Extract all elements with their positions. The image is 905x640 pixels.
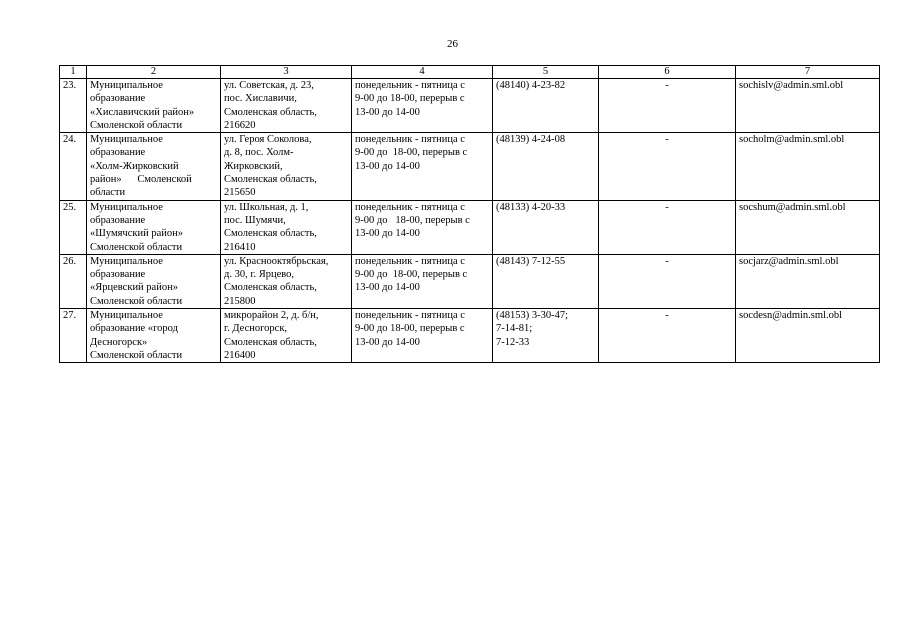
row-number: 23.	[60, 79, 87, 133]
row-number: 25.	[60, 200, 87, 254]
address	[221, 309, 352, 363]
email: socjarz@admin.sml.obl	[736, 254, 880, 308]
working-hours	[352, 133, 493, 200]
municipality-name-line: «Шумячский район»	[90, 228, 183, 240]
municipality-name	[87, 133, 221, 200]
column-number-row	[60, 66, 880, 79]
address-line: Смоленская область,	[224, 282, 317, 294]
address-line: д. 30, г. Ярцево,	[224, 269, 295, 281]
municipality-name	[87, 309, 221, 363]
address-line: Смоленская область,	[224, 174, 317, 186]
working-hours-line: 13-00 до 14-00	[355, 282, 420, 294]
column-6-value: -	[599, 309, 736, 363]
municipality-name-line: образование	[90, 147, 146, 159]
municipality-name-line: области	[90, 187, 126, 199]
column-header: 3	[221, 66, 352, 79]
address-line: Смоленская область,	[224, 228, 317, 240]
municipality-name-line: район» Смоленской	[90, 174, 192, 186]
address	[221, 79, 352, 133]
working-hours-line: понедельник - пятница с	[355, 134, 465, 146]
municipality-name-line: Смоленской области	[90, 295, 183, 307]
municipality-name-line: Муниципальное	[90, 134, 163, 146]
municipality-name-line: Смоленской области	[90, 241, 183, 253]
page-number: 26	[447, 38, 458, 50]
working-hours-line: понедельник - пятница с	[355, 310, 465, 322]
address	[221, 200, 352, 254]
municipality-name-line: Муниципальное	[90, 255, 163, 267]
column-header: 4	[352, 66, 493, 79]
municipality-name	[87, 79, 221, 133]
address-line: д. 8, пос. Холм-	[224, 147, 294, 159]
municipality-name-line: «Хиславичский район»	[90, 106, 195, 118]
column-header: 6	[599, 66, 736, 79]
phone-line: 7-12-33	[496, 336, 530, 348]
phone	[493, 133, 599, 200]
municipality-name-line: «Холм-Жирковский	[90, 160, 179, 172]
email: socholm@admin.sml.obl	[736, 133, 880, 200]
working-hours-line: 9-00 до 18-00, перерыв с	[355, 323, 465, 335]
working-hours	[352, 309, 493, 363]
address-line: пос. Хиславичи,	[224, 93, 297, 105]
municipality-name-line: образование «город	[90, 323, 178, 335]
phone	[493, 200, 599, 254]
email: sochislv@admin.sml.obl	[736, 79, 880, 133]
working-hours-line: 13-00 до 14-00	[355, 106, 420, 118]
column-6-value: -	[599, 254, 736, 308]
working-hours-line: 9-00 до 18-00, перерыв с	[355, 214, 470, 226]
column-header: 5	[493, 66, 599, 79]
municipality-name-line: образование	[90, 93, 146, 105]
table-row	[60, 309, 880, 363]
municipality-name-line: Смоленской области	[90, 119, 183, 131]
phone-line: (48153) 3-30-47;	[496, 310, 569, 322]
column-header: 1	[60, 66, 87, 79]
phone-line: (48133) 4-20-33	[496, 201, 566, 213]
table-row	[60, 79, 880, 133]
address-line: 215650	[224, 187, 256, 199]
working-hours-line: 13-00 до 14-00	[355, 228, 420, 240]
table-row	[60, 200, 880, 254]
working-hours-line: 13-00 до 14-00	[355, 160, 420, 172]
address-line: 216410	[224, 241, 256, 253]
table-row	[60, 254, 880, 308]
address-line: г. Десногорск,	[224, 323, 288, 335]
phone-line: (48139) 4-24-08	[496, 134, 566, 146]
municipality-name-line: Десногорск»	[90, 336, 148, 348]
municipality-name-line: Муниципальное	[90, 80, 163, 91]
email: socshum@admin.sml.obl	[736, 200, 880, 254]
working-hours	[352, 254, 493, 308]
address-line: пос. Шумячи,	[224, 214, 286, 226]
municipality-name-line: образование	[90, 214, 146, 226]
phone	[493, 254, 599, 308]
municipality-name-line: Смоленской области	[90, 349, 183, 361]
phone-line: (48140) 4-23-82	[496, 80, 566, 91]
column-6-value: -	[599, 133, 736, 200]
address-line: ул. Краснооктябрьская,	[224, 255, 329, 267]
address-line: Смоленская область,	[224, 106, 317, 118]
address-line: 215800	[224, 295, 256, 307]
working-hours-line: 9-00 до 18-00, перерыв с	[355, 93, 465, 105]
municipality-name	[87, 200, 221, 254]
working-hours-line: понедельник - пятница с	[355, 80, 465, 91]
phone	[493, 79, 599, 133]
phone-line: (48143) 7-12-55	[496, 255, 566, 267]
row-number: 27.	[60, 309, 87, 363]
address-line: ул. Советская, д. 23,	[224, 80, 314, 91]
address	[221, 133, 352, 200]
municipality-name-line: Муниципальное	[90, 201, 163, 213]
working-hours-line: 9-00 до 18-00, перерыв с	[355, 269, 468, 281]
address-line: ул. Героя Соколова,	[224, 134, 312, 146]
column-header: 2	[87, 66, 221, 79]
working-hours	[352, 200, 493, 254]
column-6-value: -	[599, 79, 736, 133]
address-line: 216400	[224, 349, 256, 361]
address-line: ул. Школьная, д. 1,	[224, 201, 309, 213]
registry-table	[59, 65, 880, 363]
column-header: 7	[736, 66, 880, 79]
municipality-name-line: «Ярцевский район»	[90, 282, 178, 294]
address-line: 216620	[224, 119, 256, 131]
working-hours-line: 9-00 до 18-00, перерыв с	[355, 147, 468, 159]
working-hours-line: 13-00 до 14-00	[355, 336, 420, 348]
municipality-name-line: Муниципальное	[90, 310, 163, 322]
working-hours-line: понедельник - пятница с	[355, 201, 465, 213]
address	[221, 254, 352, 308]
address-line: Жирковский,	[224, 160, 283, 172]
working-hours-line: понедельник - пятница с	[355, 255, 465, 267]
address-line: микрорайон 2, д. б/н,	[224, 310, 319, 322]
working-hours	[352, 79, 493, 133]
email: socdesn@admin.sml.obl	[736, 309, 880, 363]
row-number: 26.	[60, 254, 87, 308]
phone	[493, 309, 599, 363]
address-line: Смоленская область,	[224, 336, 317, 348]
phone-line: 7-14-81;	[496, 323, 533, 335]
municipality-name	[87, 254, 221, 308]
column-6-value: -	[599, 200, 736, 254]
table-row	[60, 133, 880, 200]
municipality-name-line: образование	[90, 269, 146, 281]
row-number: 24.	[60, 133, 87, 200]
